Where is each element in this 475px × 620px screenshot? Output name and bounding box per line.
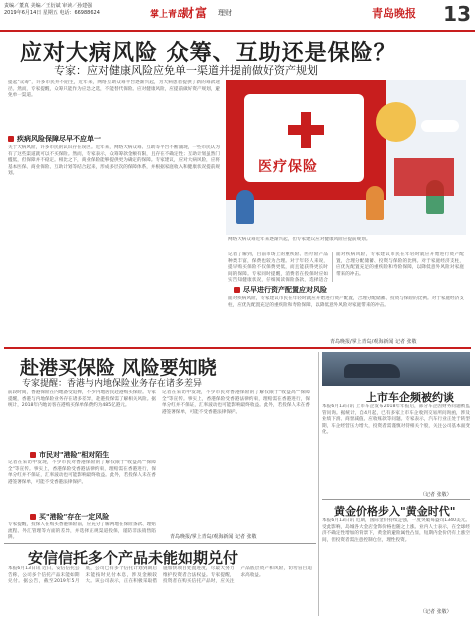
side2-body: 本报6月13日讯 近期，国际金价持续走强，一度突破每盎司1340美元。受此影响，岛城各大金店金饰价格也随之上涨。业内人士表示，在全球经济不确定性增加的背景下，黄金的避险属性凸显，短期内金价仍有上涨空间，但投资者需注意控制仓位，理性投资。 bbox=[322, 518, 470, 543]
illustration-block bbox=[394, 158, 454, 196]
medical-insurance-illustration bbox=[226, 80, 466, 235]
car-icon bbox=[344, 364, 400, 378]
person-figure-icon bbox=[236, 190, 254, 224]
illustration-label: 医疗保险 bbox=[258, 159, 318, 175]
illustration-caption: 网络大病众筹近年来逐渐兴起，但专家建议应对健康风险应提前规划。 bbox=[228, 237, 371, 242]
lead-subhead-1-text: 疾病风险保障尽早不应单一 bbox=[17, 135, 101, 143]
section-marker-icon bbox=[234, 287, 240, 293]
story3-headline: 安信信托多个产品未能如期兑付 bbox=[28, 549, 239, 567]
story-divider bbox=[4, 543, 316, 544]
lead-byline: 青岛晚报/掌上青岛/观海新闻 记者 张敬 bbox=[330, 339, 417, 345]
section-title: 财富 bbox=[182, 6, 209, 20]
lead-subhead-2-text: 尽早进行资产配置应对风险 bbox=[243, 286, 327, 294]
lead-body-3: 面对疾病风险，专家建议市民在年轻时就应开始进行资产配置，合理分配储蓄、投资与保险的比例。对于家庭经济支柱，应优先配置充足的重疾险和寿险保障，以降低意外风险对家庭带来的冲击。 bbox=[228, 296, 464, 308]
header-meta-line1: 责编／董真 美编／王衍斌 审读／孙建强 bbox=[4, 3, 93, 9]
lead-body-1: 关于大病风险，许多市民的认识存在误区。近年来，网络大病众筹、互助等平台不断涌现，一些市民认为有了这些渠道就可以不买保险。然而，专家表示，众筹筹款金额有限，且存在不确定性；互助计划虽然门槛低，但保障并不稳定。相比之下，商业保险能够提供更为确定的保障。专家建议，应对大病风险，应将基本医保、商业保险、互助计划等结合起来，形成多层次的保障体系，并根据家庭收入和健康状况提前规划。 bbox=[8, 145, 220, 176]
story2-body-1: 记者在采访中发现，不少市民对香港保险的了解仅限于"收益高""保障全"等宣传。事实上，香港保险受香港法律约束，理赔需在香港进行，保单分红并不保证，汇率波动也可能影响最终收益。此外，若投保人未在香港签署保单，可能不受香港法律保护。 bbox=[8, 460, 156, 485]
story2-subhead-2 bbox=[30, 512, 109, 522]
column-divider bbox=[318, 352, 319, 616]
medical-cross-icon bbox=[288, 112, 324, 148]
section-divider bbox=[4, 347, 471, 349]
lead-subheadline: 专家：应对健康风险应免单一渠道并提前做好资产规划 bbox=[54, 64, 318, 77]
paper-plane-icon bbox=[421, 120, 459, 132]
story2-body-col2: 记者在采访中发现，不少市民对香港保险的了解仅限于"收益高""保障全"等宣传。事实上，香港保险受香港法律约束，理赔需在香港进行，保单分红并不保证，汇率波动也可能影响最终收益。此外，若投保人未在香港签署保单，可能不受香港法律保护。 bbox=[162, 390, 310, 415]
lead-body-2: 记者了解到，目前市场上的重疾险、医疗险产品种类丰富，保费也较为合理。对于年轻人来说，提早购买保险不仅保费更低，而且能获得更长时间的保障。专家同时提醒，消费者在投保时应如实告知健康状况，仔细阅读保险条款，选择适合 bbox=[228, 252, 328, 282]
side1-headline: 上市车企频被约谈 bbox=[366, 391, 454, 404]
lead-intro: 提起"众筹"，许多市民并不陌生，近年来，网络互助众筹平台逐渐兴起，为大病患者提供了新的筹款途径。然而，专家提醒，众筹只能作为应急之选，不能替代保险。应对健康风险，应提前做好资产规划，避免单一渠道。 bbox=[8, 80, 220, 98]
side1-body: 本报6月13日讯 上市车企发布2018年年报后，部分车企因财务问题被监管问询。据统计，自4月起，已有多家上市车企收到交易所问询函，涉及业绩下滑、商誉减值、应收账款等问题。专家表示，汽车行业正处于转型期，车企经营压力增大，投资者需谨慎对待相关个股，关注公司基本面变化。 bbox=[322, 404, 470, 435]
section-marker-icon bbox=[8, 136, 14, 142]
story2-body-2: 专家提醒，投保人在购买香港保险前，应充分了解两地在保险条款、理赔流程、外汇管理等方面的差异，并选择正规渠道投保，谨防非法销售陷阱。 bbox=[8, 522, 156, 540]
story2-headline: 赴港买保险 风险要知晓 bbox=[20, 357, 217, 379]
story3-body: 本报6月13日讯 近日，安信信托公告称，公司多个信托产品未能如期兑付。据公告，截至2019年5月底，公司已有多个信托计划到期后未能按时兑付本息，涉及金额较大。该公司表示，正在积极采取措施加快项目处置进度，尽最大努力维护投资者合法权益。专家提醒，投资者在购买信托产品时，应关注产品底层资产和风险，切勿盲目追求高收益。 bbox=[8, 566, 312, 584]
person-figure-icon bbox=[366, 186, 384, 220]
side1-byline: （记者 张敬） bbox=[420, 492, 452, 498]
lead-body-2b: 面对疾病风险，专家建议市民在年轻时就应开始进行资产配置，合理分配储蓄、投资与保险的比例。对于家庭经济支柱，应优先配置充足的重疾险和寿险保障，以降低意外风险对家庭带来的冲击。 bbox=[336, 252, 464, 277]
story-divider bbox=[322, 499, 470, 500]
lead-headline: 应对大病风险 众筹、互助还是保险？ bbox=[20, 40, 397, 66]
story2-subhead-1 bbox=[30, 450, 109, 460]
story2-subhead-1-text: 市民对"港险"相对陌生 bbox=[39, 451, 110, 459]
page-header bbox=[0, 0, 475, 32]
header-meta-line2: 2019年6月14日 星期五 电话：66988624 bbox=[4, 10, 100, 16]
newspaper-logo: 青岛晚报 bbox=[372, 7, 416, 20]
column-divider bbox=[332, 252, 333, 282]
lead-subhead-2 bbox=[234, 285, 327, 295]
story2-byline: 青岛晚报/掌上青岛/观海新闻 记者 张敬 bbox=[170, 534, 257, 540]
side2-headline: 黄金价格步入"黄金时代" bbox=[334, 505, 456, 518]
coin-icon bbox=[376, 102, 416, 142]
header-meta bbox=[4, 3, 100, 17]
car-photo bbox=[322, 352, 470, 386]
section-marker-icon bbox=[30, 452, 36, 458]
story2-intro: 前段时间，香港保险在内地备受追捧，不少内地居民赴港购买保险。专家提醒，香港与内地保险业务存在诸多差异，赴港投保需了解相关风险。据统计，2018年内地访客在港购买保单保费约为485亿港元。 bbox=[8, 390, 156, 408]
story2-subhead-2-text: 买"港险"存在一定风险 bbox=[39, 513, 110, 521]
lead-subhead-1 bbox=[8, 134, 101, 144]
page-number: 13 bbox=[443, 2, 471, 26]
story2-subheadline: 专家提醒：香港与内地保险业务存在诸多差异 bbox=[22, 379, 203, 389]
side2-byline: （记者 张敬） bbox=[420, 609, 452, 615]
section-subtitle: 理财 bbox=[218, 9, 232, 17]
section-marker-icon bbox=[30, 514, 36, 520]
app-mark: 掌上青岛 bbox=[150, 10, 187, 20]
